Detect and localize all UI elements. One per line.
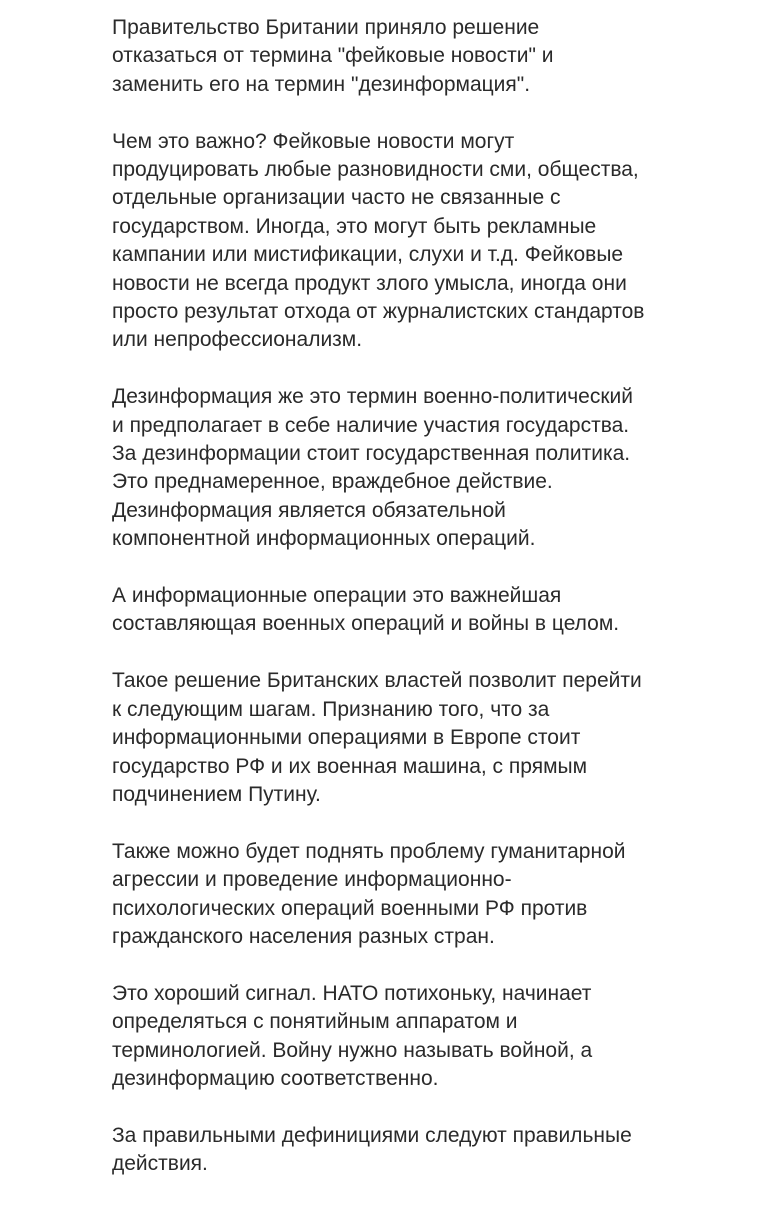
text-line: или непрофессионализм. [112,328,363,352]
text-line: новости не всегда продукт злого умысла, иногда они [112,271,627,295]
text-line: Чем это важно? Фейковые новости могут [112,129,515,153]
text-line: Дезинформация является обязательной [112,498,506,522]
text-line: гражданского населения разных стран. [112,924,495,948]
text-line: просто результат отхода от журналистских стандартов [112,300,645,324]
paragraph-3 [112,383,702,553]
text-line: информационными операциями в Европе стоит [112,726,581,750]
text-line: кампании или мистификации, слухи и т.д. Фейковые [112,243,624,267]
text-line: дезинформацию соответственно. [112,1066,439,1090]
text-line: терминологией. Войну нужно называть войной, а [112,1038,593,1062]
paragraph-6 [112,838,702,952]
text-line: отказаться от термина "фейковые новости" и [112,44,554,68]
text-line: продуцировать любые разновидности сми, общества, [112,158,639,182]
text-line: Такое решение Британских властей позволит перейти [112,669,642,693]
text-line: Дезинформация же это термин военно-политический [112,385,634,409]
text-line: Это преднамеренное, враждебное действие. [112,470,553,494]
paragraph-5 [112,667,702,809]
paragraph-4 [112,582,702,639]
text-line: агрессии и проведение информационно- [112,868,512,892]
paragraph-8 [112,1122,702,1179]
text-line: к следующим шагам. Признанию того, что за [112,697,550,721]
text-line: Правительство Британии приняло решение [112,16,540,39]
paragraph-2 [112,128,702,355]
text-line: заменить его на термин "дезинформация". [112,72,531,96]
article-body [112,14,702,1207]
text-line: отдельные организации часто не связанные с [112,186,561,210]
text-line: А информационные операции это важнейшая [112,584,562,608]
text-line: государство РФ и их военная машина, с прямым [112,754,588,778]
text-line: составляющая военных операций и войны в целом. [112,612,620,636]
paragraph-7 [112,980,702,1094]
text-line: действия. [112,1152,208,1176]
text-line: компонентной информационных операций. [112,527,536,551]
text-line: Это хороший сигнал. НАТО потихоньку, начинает [112,981,592,1005]
text-line: подчинением Путину. [112,782,321,806]
paragraph-1 [112,14,702,99]
text-line: психологических операций военными РФ против [112,896,588,920]
text-line: определяться с понятийным аппаратом и [112,1010,518,1034]
text-line: и предполагает в себе наличие участия государства. [112,413,630,437]
text-line: За правильными дефинициями следуют правильные [112,1123,632,1147]
text-line: государством. Иногда, это могут быть рекламные [112,214,597,238]
text-line: Также можно будет поднять проблему гуманитарной [112,839,626,863]
text-line: За дезинформации стоит государственная политика. [112,442,631,466]
